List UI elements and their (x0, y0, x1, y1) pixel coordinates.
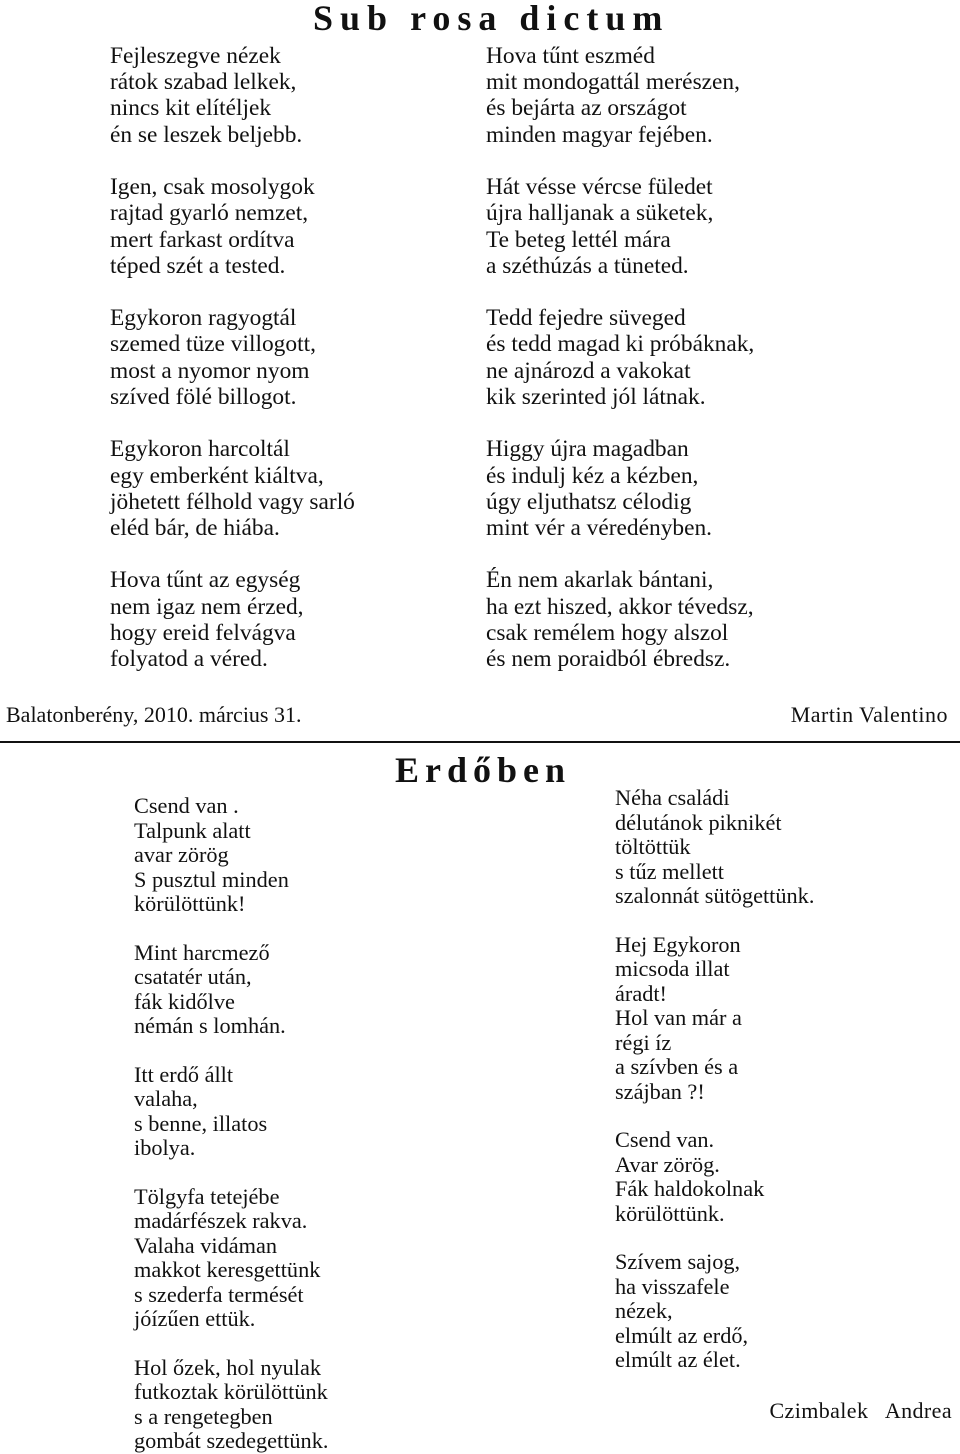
stanza (486, 43, 754, 148)
poem-line: mint vér a véredényben. (486, 514, 713, 541)
poem1-author: Martin Valentino (790, 702, 948, 727)
poem1-right-column (486, 43, 754, 672)
poem-line: elmúlt az erdő, (615, 1322, 749, 1348)
poem-line: körülöttünk! (134, 891, 246, 916)
poem-line: egy emberként kiáltva, (110, 462, 324, 489)
poem-line: szemed tüze villogott, (110, 331, 316, 358)
poem-line: régi íz (615, 1029, 672, 1055)
poem-line: minden magyar fejében. (486, 121, 713, 148)
poem-line: Hol van már a (615, 1005, 742, 1030)
poem-line: szíved fölé billogot. (110, 383, 297, 410)
poem-line: nem igaz nem érzed, (110, 593, 304, 620)
poem-line: Hej Egykoron (615, 931, 741, 957)
poem2-left-column (134, 794, 328, 1454)
poem-line: újra halljanak a süketek, (486, 200, 714, 227)
poem-line: madárfészek rakva. (134, 1208, 308, 1233)
poem-line: Itt erdő állt (134, 1061, 234, 1087)
poem-line: mit mondogattál merészen, (486, 69, 740, 96)
poem2-author: Czimbalek Andrea (769, 1398, 952, 1423)
poem-line: futkoztak körülöttünk (134, 1379, 328, 1404)
poem-line: Hol őzek, hol nyulak (134, 1354, 322, 1380)
poem-line: Fejleszegve nézek (110, 43, 281, 69)
poem-line: Igen, csak mosolygok (110, 174, 315, 201)
poem-line: a szívben és a (615, 1054, 739, 1079)
poem-line: s tűz mellett (615, 858, 724, 884)
stanza (134, 1185, 328, 1332)
poem-line: és tedd magad ki próbáknak, (486, 331, 755, 358)
poem-line: avar zörög (134, 842, 229, 867)
poem-line: hogy ereid felvágva (110, 619, 296, 646)
poem-line: ibolya. (134, 1135, 196, 1160)
stanza (110, 305, 355, 410)
poem2-title: Erdőben (395, 750, 572, 790)
poem-line: Hát vésse vércse füledet (486, 174, 713, 201)
stanza (110, 436, 355, 541)
poem-line: szájban ?! (615, 1078, 705, 1104)
stanza (486, 305, 754, 410)
poem-line: ha ezt hiszed, akkor tévedsz, (486, 593, 754, 620)
poem-line: s szederfa termését (134, 1281, 304, 1307)
poem1-title: Sub rosa dictum (313, 0, 670, 38)
poem-line: Tölgyfa tetejébe (134, 1183, 280, 1209)
poem-line: makkot keresgettünk (134, 1257, 321, 1282)
poem-line: a széthúzás a tüneted. (486, 252, 689, 279)
poem-line: csak remélem hogy alszol (486, 619, 729, 646)
poem-line: Higgy újra magadban (486, 436, 689, 463)
poem-line: kik szerinted jól látnak. (486, 383, 706, 410)
poem-line: Hova tűnt az egység (110, 567, 301, 594)
stanza (615, 1250, 814, 1373)
poem-line: csatatér után, (134, 964, 252, 989)
poem-line: micsoda illat (615, 956, 730, 981)
poem-line: rajtad gyarló nemzet, (110, 200, 309, 227)
poem1-left-column (110, 43, 355, 672)
poem-line: jöhetett félhold vagy sarló (110, 488, 355, 515)
poem-line: s a rengetegben (134, 1403, 273, 1429)
poem-line: szalonnát sütögettünk. (615, 883, 815, 908)
poem-line: Én nem akarlak bántani, (486, 567, 714, 594)
poem-line: én se leszek beljebb. (110, 121, 303, 148)
stanza (486, 567, 754, 672)
section-divider (0, 741, 960, 743)
poem-line: valaha, (134, 1086, 198, 1111)
stanza (134, 1356, 328, 1454)
poem-line: Fák haldokolnak (615, 1176, 765, 1201)
poem-line: Csend van . (134, 793, 239, 818)
poem-line: Mint harcmező (134, 939, 270, 965)
poem-line: Egykoron harcoltál (110, 436, 290, 463)
poem-line: Néha családi (615, 785, 730, 810)
stanza (134, 794, 328, 917)
stanza (486, 436, 754, 541)
poem-line: most a nyomor nyom (110, 357, 310, 384)
poem-line: Avar zörög. (615, 1151, 720, 1177)
poem-line: téped szét a tested. (110, 252, 286, 279)
stanza (134, 941, 328, 1039)
poem-line: rátok szabad lelkek, (110, 69, 297, 96)
poem-line: délutánok piknikét (615, 809, 782, 835)
poem-line: Szívem sajog, (615, 1249, 741, 1274)
stanza (134, 1063, 328, 1161)
poem-line: elmúlt az élet. (615, 1347, 741, 1372)
poem-line: Tedd fejedre süveged (486, 305, 686, 332)
stanza (486, 174, 754, 279)
poem-line: s benne, illatos (134, 1110, 268, 1136)
poem-line: jóízűen ettük. (134, 1306, 256, 1331)
stanza (110, 43, 355, 148)
poem-line: és indulj kéz a kézben, (486, 462, 699, 489)
stanza (110, 174, 355, 279)
stanza (615, 1128, 814, 1226)
poem-line: Hova tűnt eszméd (486, 43, 655, 69)
poem-line: nézek, (615, 1298, 673, 1323)
poem-line: folyatod a véred. (110, 646, 268, 673)
poem-line: eléd bár, de hiába. (110, 514, 280, 541)
poem-line: Talpunk alatt (134, 817, 251, 843)
poem-line: úgy eljuthatsz célodig (486, 488, 692, 515)
poem-line: ne ajnározd a vakokat (486, 357, 691, 384)
stanza (110, 567, 355, 672)
poem-line: Egykoron ragyogtál (110, 305, 297, 332)
poem-line: Te beteg lettél mára (486, 226, 671, 253)
poem-line: ha visszafele (615, 1273, 730, 1299)
poem-line: gombát szedegettünk. (134, 1428, 329, 1453)
poem-line: némán s lomhán. (134, 1013, 286, 1038)
poem-line: és nem poraidból ébredsz. (486, 646, 731, 673)
poem2-right-column (615, 786, 814, 1373)
stanza (615, 786, 814, 909)
poem-line: és bejárta az országot (486, 95, 687, 122)
poem-line: nincs kit elítéljek (110, 95, 272, 122)
poem-line: körülöttünk. (615, 1200, 725, 1226)
stanza (615, 933, 814, 1105)
poem1-place-date: Balatonberény, 2010. március 31. (6, 702, 302, 727)
poem-line: áradt! (615, 980, 667, 1006)
poem-line: Csend van. (615, 1127, 715, 1152)
poem-line: fák kidőlve (134, 988, 235, 1014)
poem-line: töltöttük (615, 834, 691, 859)
poem-line: mert farkast ordítva (110, 226, 295, 253)
poem-line: Valaha vidáman (134, 1232, 278, 1258)
poem-line: S pusztul minden (134, 866, 289, 892)
